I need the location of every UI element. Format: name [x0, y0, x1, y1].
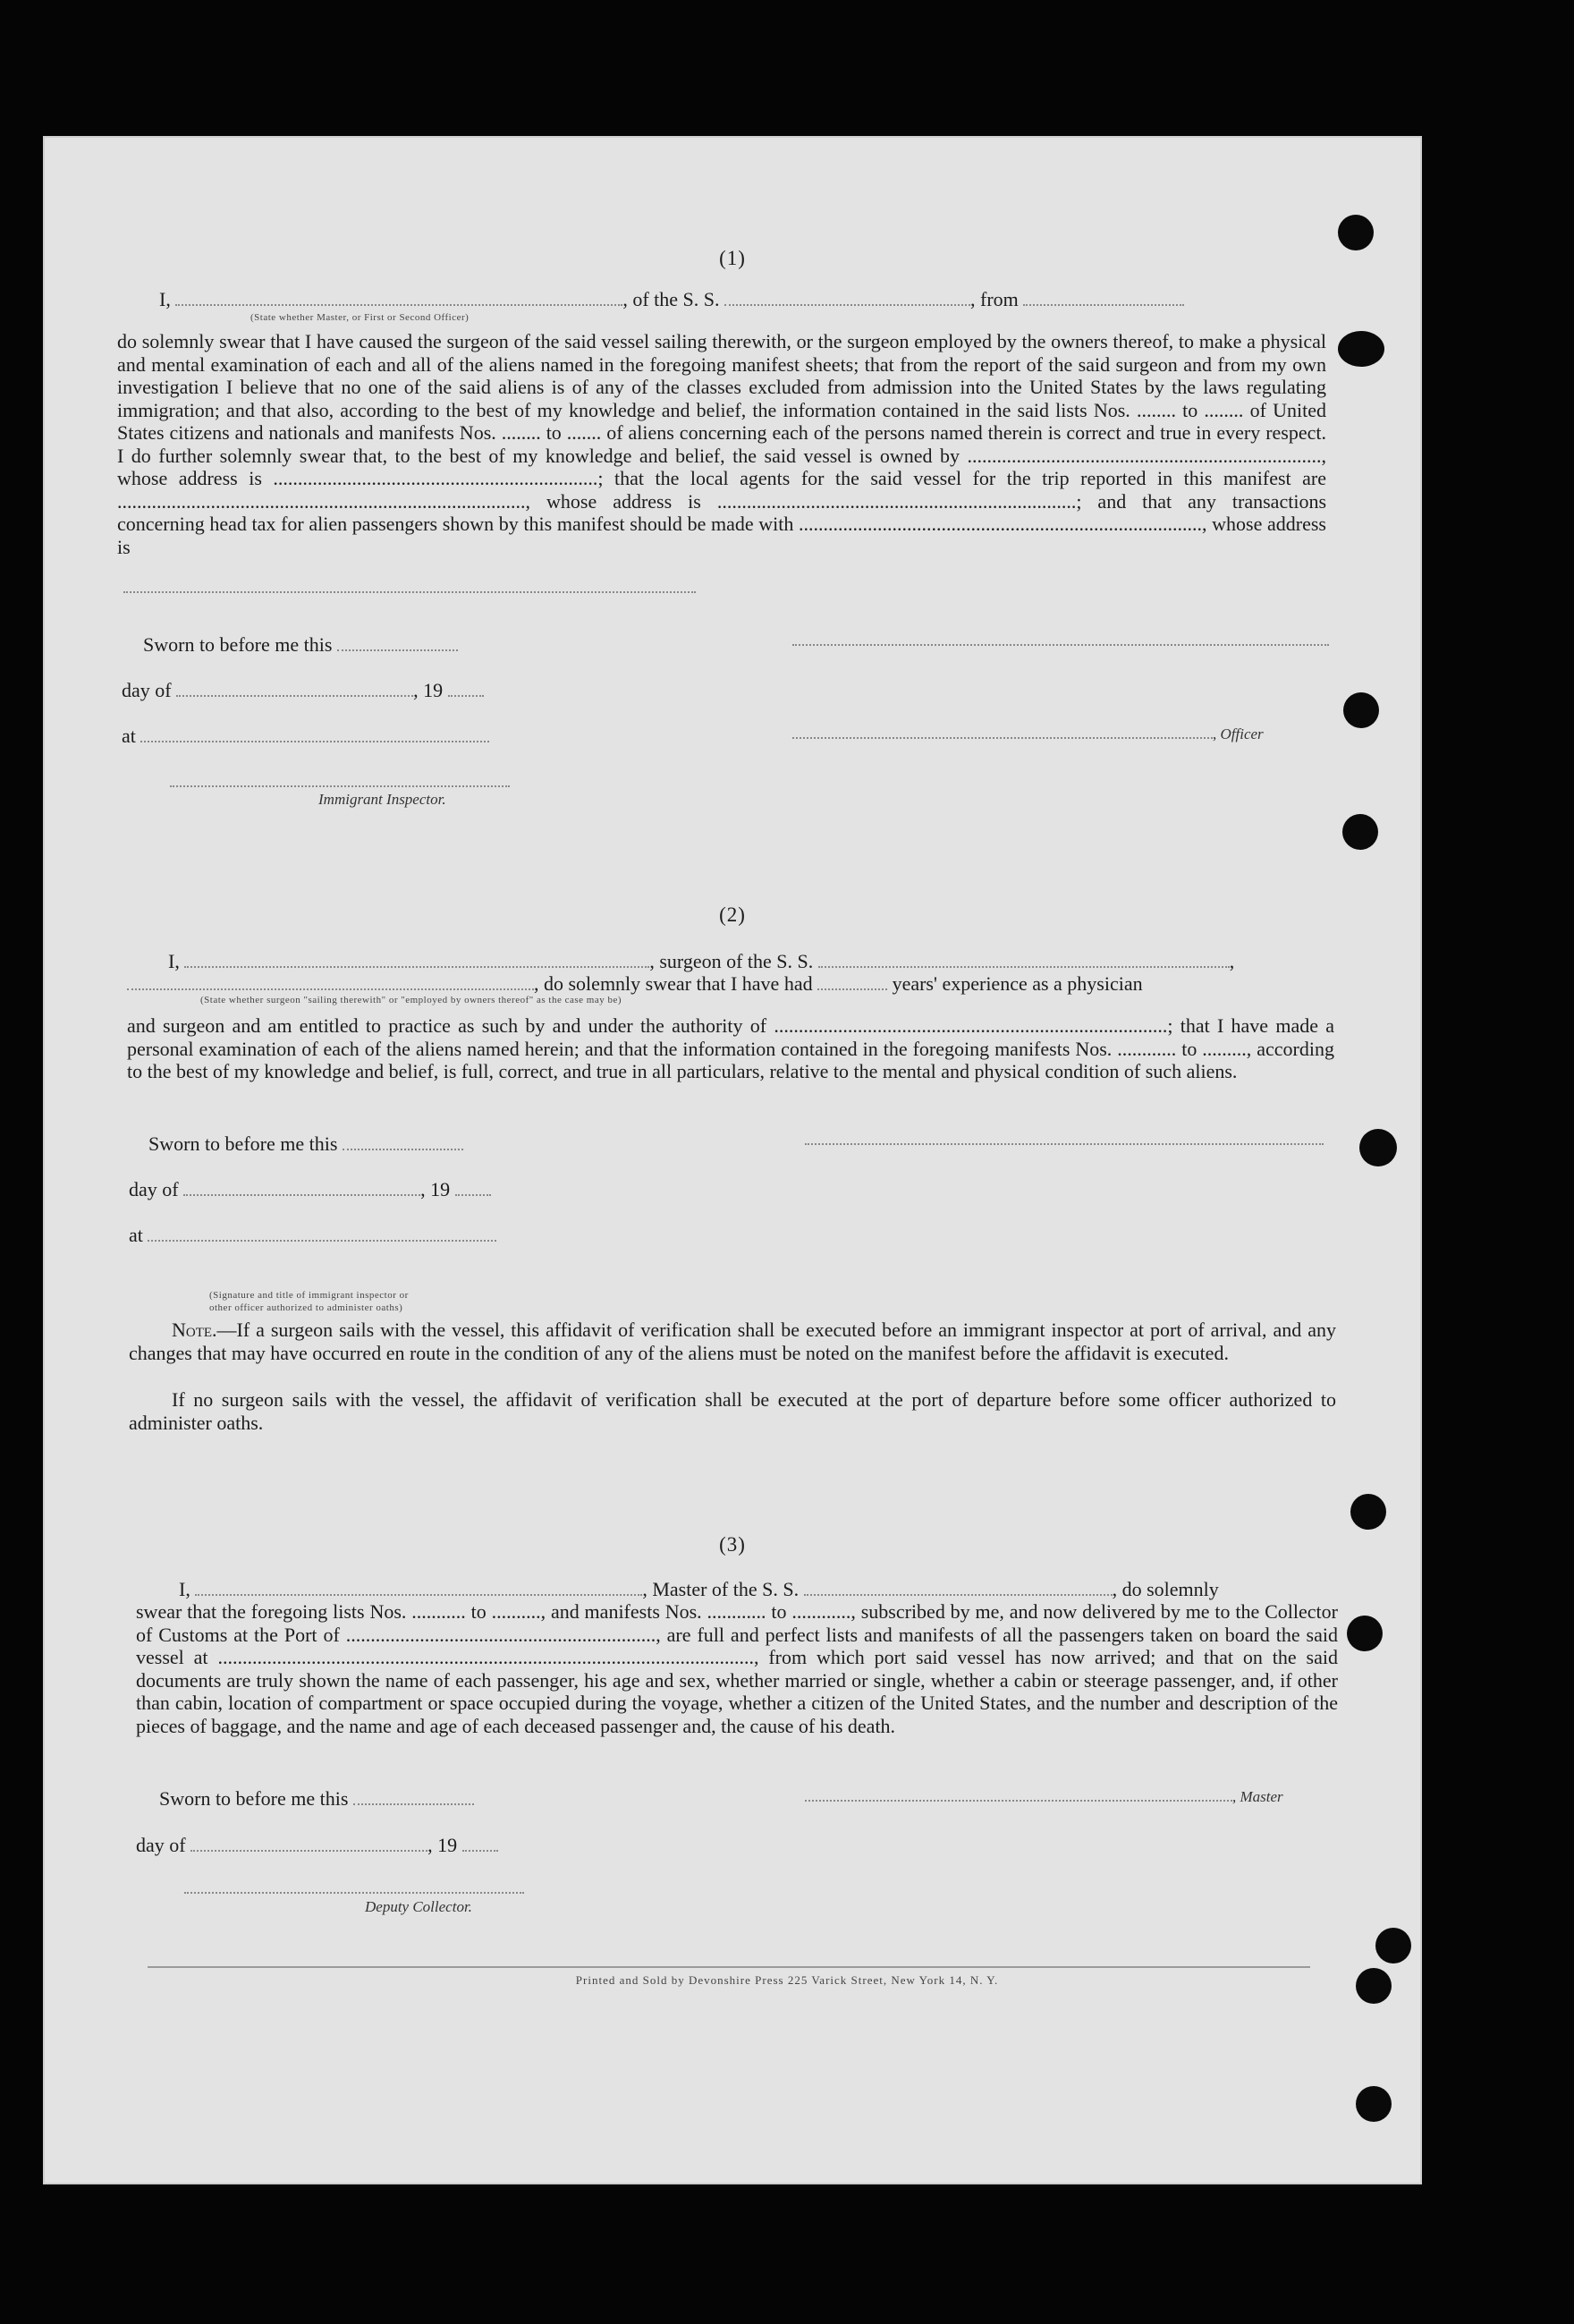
section-2-sworn: Sworn to before me this — [148, 1132, 463, 1156]
section-1-day-of: day of , 19 — [122, 679, 484, 702]
binder-hole — [1347, 1616, 1383, 1651]
binder-hole — [1356, 2086, 1392, 2122]
label-from: , from — [970, 288, 1019, 310]
label-immigrant-inspector: Immigrant Inspector. — [318, 791, 446, 808]
signature-line-inspector — [170, 785, 510, 787]
section-1-sworn: Sworn to before me this — [143, 633, 458, 657]
binder-hole — [1338, 215, 1374, 250]
section-3-master: , Master — [805, 1784, 1283, 1807]
section-2-at: at — [129, 1224, 496, 1247]
section-2-note: Note.—If a surgeon sails with the vessel, this affidavit of verification shall be executed before an immigrant inspector at port of arrival, and any changes that may have occurred en route in the condition of any of the aliens must be noted on the manifest before the affidavit is executed. — [129, 1319, 1336, 1364]
section-2-line-2: , do solemnly swear that I have had years' experience as a physician — [127, 972, 1143, 996]
section-1-line-1 — [159, 288, 1184, 311]
caption-signature-2: other officer authorized to administer oaths) — [209, 1302, 403, 1313]
section-3-paragraph: swear that the foregoing lists Nos. ........... to .........., and manifests Nos. ............ to ............, subscribed by me, and now delivered by me to the Collector of Customs at the Port of ..............................................................., are full and perfect lists and manifests of all the passengers taken on board the said vessel at ............................................................................................................., from which port said vessel has now arrived; and that on the said documents are truly shown the name of each passenger, his age and sex, whether married or single, whether a cabin or steerage passenger, and, if other than cabin, location of compartment or space occupied during the voyage, whether a citizen of the United States, and the number and description of the pieces of baggage, and the name and age of each deceased passenger and, the cause of his death. — [136, 1600, 1338, 1737]
caption-surgeon: (State whether surgeon "sailing therewith" or "employed by owners thereof" as the case may be) — [200, 995, 622, 1005]
printer-footer: Printed and Sold by Devonshire Press 225 Varick Street, New York 14, N. Y. — [575, 1973, 999, 1987]
signature-line-collector — [184, 1892, 524, 1894]
section-1-number: (1) — [719, 247, 746, 269]
section-1-officer: , Officer — [792, 721, 1264, 744]
section-3-sworn: Sworn to before me this — [159, 1787, 474, 1811]
label-deputy-collector: Deputy Collector. — [365, 1898, 472, 1915]
section-2-line-1: I, , surgeon of the S. S. , — [168, 950, 1235, 972]
footer-rule — [148, 1966, 1310, 1968]
caption-signature-1: (Signature and title of immigrant inspector or — [209, 1290, 409, 1301]
section-2-number: (2) — [719, 903, 746, 926]
label-i: I, — [159, 288, 171, 310]
binder-hole — [1375, 1928, 1411, 1964]
note-label: Note. — [172, 1319, 217, 1341]
document-page — [43, 136, 1422, 2184]
signature-line-surgeon — [805, 1143, 1324, 1145]
binder-hole — [1359, 1129, 1397, 1166]
signature-line-master — [792, 644, 1329, 646]
binder-hole — [1338, 331, 1384, 367]
binder-hole — [1350, 1494, 1386, 1530]
section-3-day-of: day of , 19 — [136, 1834, 498, 1857]
caption-master: (State whether Master, or First or Second Officer) — [250, 312, 470, 323]
binder-hole — [1342, 814, 1378, 850]
section-3-line-1: I, , Master of the S. S. , do solemnly — [179, 1578, 1219, 1600]
binder-hole — [1343, 692, 1379, 728]
label-of-ss: , of the S. S. — [622, 288, 720, 310]
section-2-day-of: day of , 19 — [129, 1178, 491, 1201]
section-3-number: (3) — [719, 1533, 746, 1556]
section-2-note-2: If no surgeon sails with the vessel, the affidavit of verification shall be executed at the port of departure before some officer authorized to administer oaths. — [129, 1388, 1336, 1434]
section-1-at: at — [122, 725, 489, 748]
section-1-paragraph: do solemnly swear that I have caused the surgeon of the said vessel sailing therewith, or the surgeon employed by the owners thereof, to make a physical and mental examination of each and all of the aliens named in the foregoing manifest sheets; that from the report of the said surgeon and from my own investigation I believe that no one of the said aliens is of any of the classes excluded from admission into the United States by the laws regulating immigration; and that also, according to the best of my knowledge and belief, the information contained in the said lists Nos. ........ to ........ of United States citizens and nationals and manifests Nos. ........ to ....... of aliens concerning each of the persons named therein is correct and true in every respect. I do further solemnly swear that, to the best of my knowledge and belief, the said vessel is owned by ........................................................................, whose address is ..................................................................; that the local agents for the said vessel for the trip reported in this manifest are ..................................................................................., whose address is .........................................................................; and that any transactions concerning head tax for alien passengers shown by this manifest should be made with .................................................................................., whose address is — [117, 330, 1326, 558]
section-2-paragraph: and surgeon and am entitled to practice as such by and under the authority of ................................................................................; that I have made a personal examination of each of the aliens named herein; and that the information contained in the foregoing manifests Nos. ............ to ........., according to the best of my knowledge and belief, is full, correct, and true in all particulars, relative to the mental and physical condition of such aliens. — [127, 1014, 1334, 1082]
